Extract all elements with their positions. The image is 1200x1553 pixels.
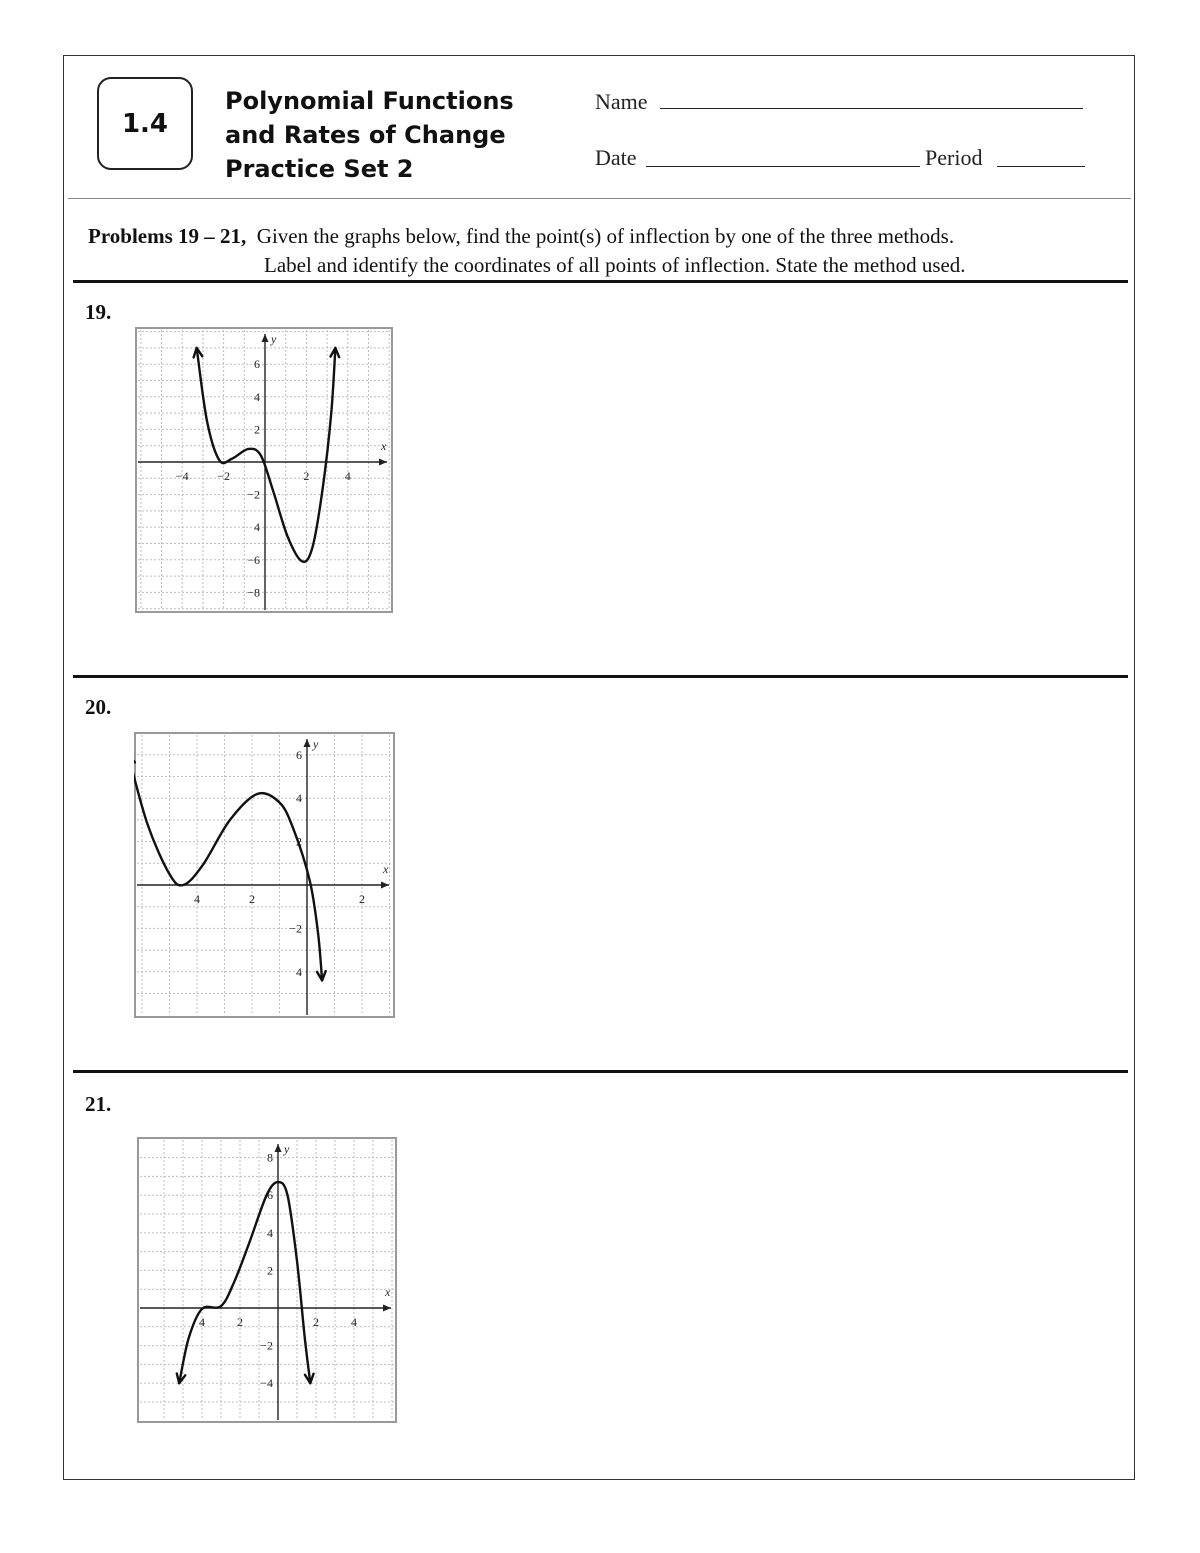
instructions xyxy=(88,222,966,280)
x-tick-label: 2 xyxy=(249,892,255,906)
x-tick-label: −2 xyxy=(217,469,230,483)
x-axis-label: x xyxy=(383,862,389,876)
instructions-line-1 xyxy=(88,222,966,251)
y-tick-label: −2 xyxy=(289,921,302,936)
y-axis-label: y xyxy=(313,737,319,751)
section-divider xyxy=(73,280,1128,283)
y-axis-label: y xyxy=(271,332,277,346)
x-tick-label: 4 xyxy=(351,1315,357,1329)
y-tick-label: −4 xyxy=(260,1376,273,1391)
problem-20-number: 20. xyxy=(85,695,112,719)
problem-19-number: 19. xyxy=(85,300,112,324)
y-axis-label: y xyxy=(284,1142,290,1156)
y-tick-label: 2 xyxy=(254,422,260,437)
period-field[interactable] xyxy=(997,144,1085,167)
header-divider xyxy=(68,198,1131,199)
y-tick-label: 8 xyxy=(267,1150,273,1165)
x-tick-label: 4 xyxy=(344,469,351,483)
x-tick-label: 2 xyxy=(359,892,365,906)
title-line-1: Polynomial Functions xyxy=(225,87,514,115)
title-line-3: Practice Set 2 xyxy=(225,155,414,183)
y-tick-label: −2 xyxy=(260,1338,273,1353)
x-tick-label: 4 xyxy=(199,1315,205,1329)
y-tick-label: 6 xyxy=(254,357,260,372)
problem-21-graph xyxy=(137,1137,397,1423)
problem-19-graph xyxy=(135,327,393,613)
y-tick-label: −2 xyxy=(247,487,260,502)
y-tick-label: 6 xyxy=(296,747,302,762)
period-label: Period xyxy=(925,145,983,170)
problem-21-number: 21. xyxy=(85,1092,112,1116)
date-label: Date xyxy=(595,145,637,170)
name-field[interactable] xyxy=(660,86,1083,109)
y-tick-label: 6 xyxy=(267,1188,273,1203)
date-field[interactable] xyxy=(646,144,920,167)
y-tick-label: −6 xyxy=(247,552,260,567)
problem-20-graph xyxy=(134,732,395,1018)
worksheet-title xyxy=(225,84,514,186)
x-tick-label: 4 xyxy=(194,892,200,906)
x-axis-label: x xyxy=(385,1285,391,1299)
graph-border xyxy=(136,328,392,612)
y-tick-label: 4 xyxy=(267,1225,273,1240)
section-number-badge xyxy=(97,77,193,170)
instructions-text-1: Given the graphs below, find the point(s) of inflection by one of the three methods. xyxy=(256,224,955,248)
x-tick-label: 2 xyxy=(237,1315,243,1329)
y-tick-label: 2 xyxy=(267,1263,273,1278)
x-axis-label: x xyxy=(381,439,387,453)
title-line-2: and Rates of Change xyxy=(225,121,506,149)
y-tick-label: 2 xyxy=(296,834,302,849)
instructions-text-2: Label and identify the coordinates of all points of inflection. State the method used. xyxy=(264,253,966,277)
graph-border xyxy=(135,733,394,1017)
y-tick-label: 4 xyxy=(254,389,260,404)
graph-canvas xyxy=(134,732,395,1018)
y-tick-label: 4 xyxy=(254,520,260,535)
instructions-lead: Problems 19 – 21, xyxy=(88,224,247,248)
x-tick-label: 2 xyxy=(303,469,310,483)
y-tick-label: 4 xyxy=(296,791,302,806)
x-tick-label: −4 xyxy=(175,469,189,483)
graph-canvas xyxy=(135,327,393,613)
graph-canvas xyxy=(137,1137,397,1423)
section-divider xyxy=(73,675,1128,678)
name-label: Name xyxy=(595,89,648,114)
x-tick-label: 2 xyxy=(313,1315,319,1329)
y-tick-label: −8 xyxy=(247,585,260,600)
section-number: 1.4 xyxy=(121,108,169,139)
section-divider xyxy=(73,1070,1128,1073)
y-tick-label: 4 xyxy=(296,964,302,979)
